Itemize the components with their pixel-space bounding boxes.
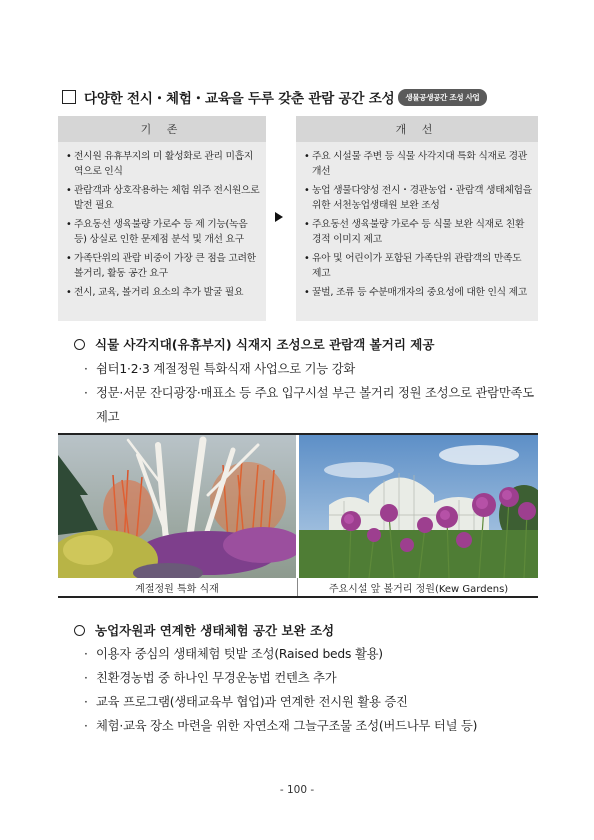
block1-heading: 식물 사각지대(유휴부지) 식재지 조성으로 관람객 볼거리 제공 [74,335,434,353]
after-header: 개 선 [296,116,538,142]
before-item: • 주요동선 생육불량 가로수 등 제 기능(녹음 등) 상실로 인한 문제점 분석 및 개선 요구 [66,219,248,245]
before-item: • 가족단위의 관람 비중이 가장 큰 점을 고려한 볼거리, 활동 공간 요구 [66,253,256,279]
checkbox-square-icon [62,90,76,104]
after-item: • 유아 및 어린이가 포함된 가족단위 관람객의 만족도 제고 [304,253,522,279]
circle-bullet-icon [74,625,85,636]
left-photo-caption: 계절정원 특화 식재 [135,583,219,595]
before-item: • 전시, 교육, 볼거리 요소의 추가 발굴 필요 [66,287,244,298]
before-item: • 관람객과 상호작용하는 체험 위주 전시원으로 발전 필요 [66,185,260,211]
page-number: - 100 - [279,784,315,796]
project-badge: 생물공생공간 조성 사업 [398,89,486,106]
section-title-text: 다양한 전시・체험・교육을 두루 갖춘 관람 공간 조성 [84,91,395,107]
before-item: • 전시원 유휴부지의 미 활성화로 관리 미흡지역으로 인식 [66,151,254,177]
after-column [296,116,538,321]
after-item: • 주요동선 생육불량 가로수 등 식물 보완 식재로 친환경적 이미지 제고 [304,219,525,245]
kew-gardens-photo [299,435,538,578]
before-header: 기 존 [58,116,266,142]
before-column [58,116,266,321]
after-item: • 농업 생물다양성 전시・경관농업・관람객 생태체험을 위한 서천농업생태원 보완 조성 [304,185,532,211]
section-title [62,85,542,109]
caption-divider [297,578,298,596]
block1-bullet: · 쉼터1·2·3 계절정원 특화식재 사업으로 기능 강화 [84,362,356,376]
block2-bullet: · 교육 프로그램(생태교육부 협업)과 연계한 전시원 활용 증진 [84,695,408,709]
after-item: • 주요 시설물 주변 등 식물 사각지대 특화 식재로 경관 개선 [304,151,527,177]
photo-frame-bottom-rule [58,596,538,598]
circle-bullet-icon [74,339,85,350]
after-item: • 꿀벌, 조류 등 수분매개자의 중요성에 대한 인식 제고 [304,287,527,298]
seasonal-garden-photo [58,435,296,578]
block2-bullet: · 친환경농법 중 하나인 무경운농법 컨텐츠 추가 [84,671,337,685]
right-photo-caption: 주요시설 앞 볼거리 정원(Kew Gardens) [328,583,509,595]
arrow-right-icon [275,212,283,222]
block2-bullet: · 체험·교육 장소 마련을 위한 자연소재 그늘구조물 조성(버드나무 터널 등) [84,719,478,733]
block2-bullet: · 이용자 중심의 생태체험 텃밭 조성(Raised beds 활용) [84,647,383,661]
block2-heading: 농업자원과 연계한 생태체험 공간 보완 조성 [74,621,334,639]
block1-bullet: · 정문·서문 잔디광장·매표소 등 주요 입구시설 부근 볼거리 정원 조성으로 관람만족도 제고 [84,386,534,424]
